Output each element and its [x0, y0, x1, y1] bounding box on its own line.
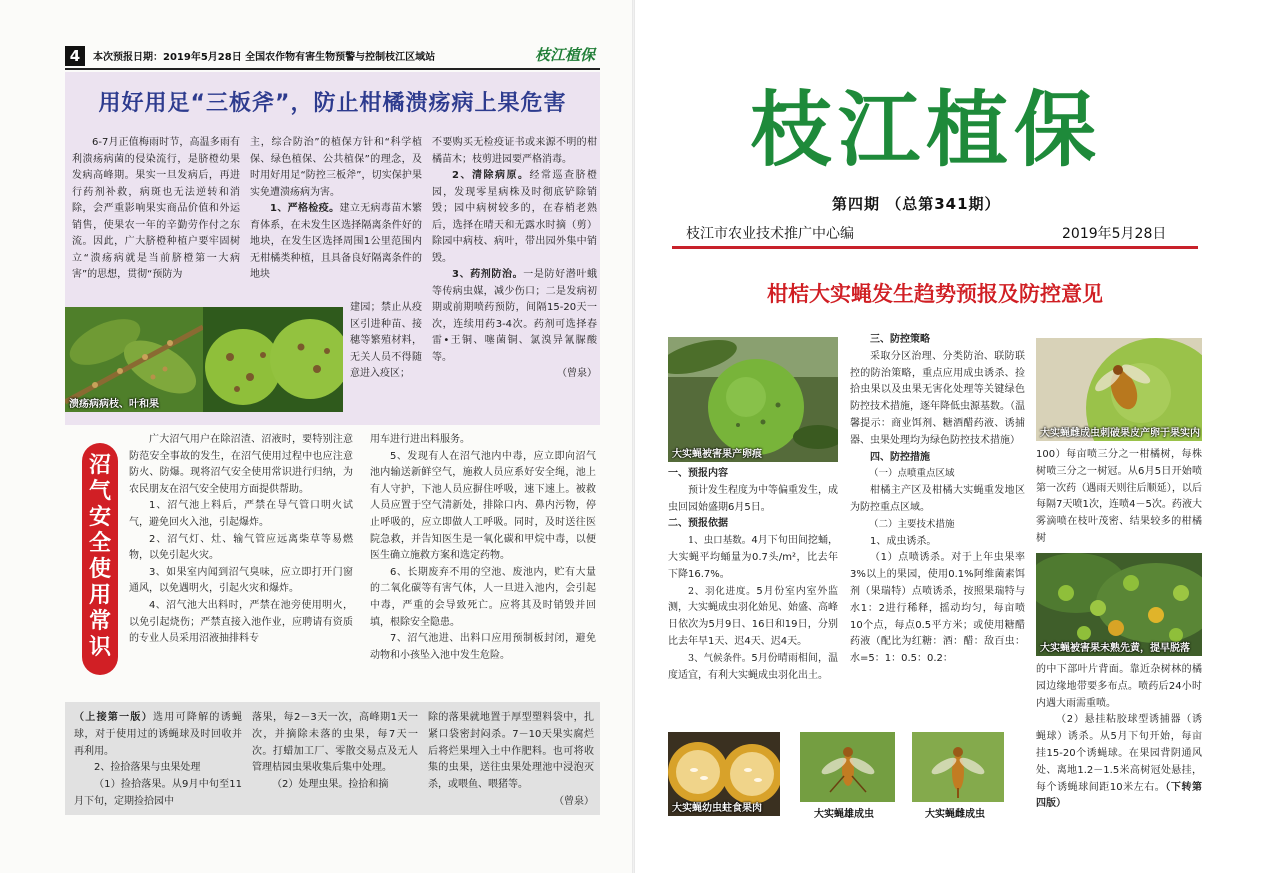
fruitfly-article-title: 柑桔大实蝇发生趋势预报及防控意见	[767, 282, 1103, 306]
female-fly-image	[912, 732, 1004, 802]
biogas-paragraph: 用车进行进出料服务。	[370, 434, 470, 445]
orange-photo-image	[668, 337, 838, 462]
page-number: 4	[65, 46, 85, 66]
biogas-paragraph: 4、沼气池大出料时，严禁在池旁使用明火，以免引起烧伤；严禁直接入池作业，应聘请有资质的专业人员采用沼液抽排料专	[129, 599, 353, 645]
fruitfly-paragraph-base	[668, 533, 838, 583]
male-fly-photo	[800, 732, 895, 802]
canker-photo	[65, 307, 343, 412]
biogas-col2	[370, 432, 596, 664]
lead-article-col2-wrap: 建园；禁止从疫区引进种苗、接穗等繁殖材料，无关人员不得随意进入疫区；	[350, 302, 422, 379]
page-fold	[632, 0, 635, 873]
lead-paragraph: 主，综合防治”的植保方针和“科学植保、绿色植保、公共植保”的理念，及时用好用足“防控三板斧”，切实保护果实免遭溃疡病为害。	[250, 137, 422, 198]
base-subheading: 1、虫口基数。	[688, 535, 752, 547]
biogas-paragraph: 1、沼气池上料后，严禁在导气管口明火试气，避免回火入池，引起爆炸。	[129, 500, 353, 528]
strategy-heading: 三、防控策略	[870, 334, 930, 345]
fruitfly-paragraph: 采取分区治理、分类防治、联防联控的防治策略，重点应用成虫诱杀、捡拾虫果以及虫果无害化处理等关键绿色防控技术措施，逐年降低虫源基数。（温馨提示：商业饵剂、糖酒醋药液、诱捕器、虫果处理均为绿色防控技术措施）	[850, 350, 1025, 446]
continued-paragraph: 除的落果就地置于厚型塑料袋中，扎紧口袋密封闷杀。7－10天果实腐烂后将烂果埋入土中作肥料。也可将收集的虫果，送往虫果处理池中浸泡灭杀，或喂鱼、喂猪等。	[428, 712, 594, 791]
larvae-photo	[668, 732, 780, 816]
biogas-col1	[129, 432, 353, 648]
fruitfly-paragraph: 预计发生程度为中等偏重发生，成虫回园始盛期6月5日。	[668, 484, 838, 513]
orange-photo	[668, 337, 838, 462]
biogas-title-char: 沼	[88, 452, 111, 478]
biogas-paragraph: 7、沼气池进、出料口应用预制板封闭，避免动物和小孩坠入池中发生危险。	[370, 633, 596, 661]
header-text: 本次预报日期：2019年5月28日 全国农作物有害生物预警与控制枝江区域站	[93, 52, 436, 63]
female-fly-caption: 大实蝇雌成虫	[925, 809, 985, 820]
lead-paragraph: 不要购买无检疫证书或来源不明的柑橘苗木；枝剪进园要严格消毒。	[432, 137, 597, 165]
biogas-paragraph: 6、长期废弃不用的空池、废池内，贮有大量的二氧化碳等有害气体，人一旦进入池内，会引起中毒，严重的会导致死亡。应将其及时销毁并回填，根除安全隐患。	[370, 566, 596, 628]
clear-heading: 2、清除病原。	[452, 170, 530, 181]
fruitfly-paragraph-eclosion	[668, 584, 838, 651]
forecast-heading: 一、预报内容	[668, 468, 728, 479]
climate-subheading: 3、气候条件。	[688, 652, 752, 664]
continued-paragraph: 2、捡拾落果与虫果处理	[94, 762, 201, 774]
lead-signature: （曾泉）	[557, 368, 597, 379]
basis-heading: 二、预报依据	[668, 518, 728, 530]
continued-signature: （曾泉）	[554, 795, 594, 807]
continued-col2	[252, 710, 418, 794]
larvae-photo-caption: 大实蝇幼虫蛀食果肉	[672, 803, 762, 814]
measure-subheading-2: （二）主要技术措施	[869, 518, 955, 530]
fly-on-fruit-caption: 大实蝇雌成虫刺破果皮产卵于果实内	[1040, 428, 1200, 439]
biogas-title-char: 识	[88, 634, 111, 660]
chemical-text: 一是防好潜叶蛾等传病虫媒，减少伤口；二是发病初期或前期喷药预防，间隔15-20天一次，连续用药3-4次。药剂可选择春雷•王铜、噻菌铜、氯溴异氰脲酸等。	[432, 269, 598, 363]
fruitfly-col2	[850, 332, 1025, 668]
lead-article-col3	[432, 135, 597, 383]
fruitfly-paragraph-climate	[668, 651, 838, 685]
biogas-title-char: 气	[88, 478, 111, 504]
continued-paragraph	[74, 710, 242, 760]
quarantine-text: 建立无病毒苗木繁育体系，在未发生区选择隔离条件好的地块，在发生区选择周围1公里范围内无柑橘类种植，且具备良好隔离条件的地块	[250, 203, 422, 280]
biogas-paragraph: 广大沼气用户在除沼渣、沼液时，要特别注意防范安全事故的发生，在沼气使用过程中也应注意防火、防爆。现将沼气安全使用常识进行归纳，为农民朋友在沼气安全使用方面提供帮助。	[129, 434, 353, 495]
clear-text: 经常巡查脐橙园，发现零星病株及时彻底铲除销毁；园中病树较多的，在春梢老熟后，选择在晴天和无露水时摘（剪）除园中病枝、病叶，带出园外集中销毁。	[432, 170, 597, 264]
male-fly-image	[800, 732, 895, 802]
tree-photo	[1036, 553, 1202, 656]
continued-paragraph: （2）处理虫果。捡拾和摘	[272, 779, 389, 791]
fruitfly-col1	[668, 466, 838, 684]
biogas-paragraph: 3、如果室内闻到沼气臭味，应立即打开门窗通风，以免遇明火，引起火灾和爆炸。	[129, 566, 353, 595]
canker-photo-caption: 溃疡病病枝、叶和果	[69, 399, 159, 410]
issue-number: 第四期 （总第341期）	[832, 195, 1001, 213]
biogas-title-char: 用	[88, 582, 111, 608]
fruitfly-paragraph-trap	[1036, 712, 1202, 813]
biogas-paragraph: 5、发现有人在沼气池内中毒，应立即向沼气池内输送新鲜空气，施救人员应系好安全绳，池上有人守护，下池人员应摒住呼吸，速下速上。被救人员应置于空气清新处，排除口内、鼻内污物，停止呼吸的，应立即做人工呼吸。同时，及时送往医院急救，并告知医生是一氧化碳和甲烷中毒，以便医生确立施救方案和选定药物。	[370, 450, 596, 562]
lead-paragraph-quarantine	[250, 201, 422, 284]
base-text: 4月下旬田间挖蛹，大实蝇平均蛹量为0.7头/m²，比去年下降16.7%。	[668, 535, 838, 580]
lead-article-col1	[72, 135, 240, 284]
fruitfly-paragraph: 1、成虫诱杀。	[870, 535, 937, 547]
header-logo: 枝江植保	[535, 46, 596, 64]
quarantine-heading: 1、严格检疫。	[270, 203, 340, 214]
editor-line: 枝江市农业技术推广中心编	[686, 226, 854, 242]
continued-note: （下转第四版）	[1036, 781, 1202, 810]
fruitfly-paragraph: 100）每亩喷三分之一柑橘树，每株树喷三分之一树冠。从6月5日开始喷第一次药（遇雨天则往后顺延），以后每隔7天喷1次，连喷4－5次。药液大雾滴喷在枝叶茂密、结果较多的柑橘树	[1036, 449, 1202, 544]
lead-paragraph: 6-7月正值梅雨时节，高温多雨有利溃疡病菌的侵染流行，是脐橙幼果发病高峰期。果实一旦发病后，再进行药剂补救，病斑也无法逆转和消除，会严重影响果实商品价值和外运销售，使果农一年的辛勤劳作付之东流。因此，广大脐橙种植户要牢固树立“溃疡病就是当前脐橙第一大病害”的思想，贯彻“预防为	[72, 137, 240, 280]
tree-photo-caption: 大实蝇被害果未熟先黄，提早脱落	[1040, 643, 1190, 654]
measures-heading: 四、防控措施	[870, 451, 930, 463]
female-fly-photo	[912, 732, 1004, 802]
continued-paragraph: （1）捡拾落果。从9月中旬至11月下旬，定期捡拾园中	[74, 779, 242, 807]
continued-lead: （上接第一版）	[74, 712, 153, 723]
male-fly-caption: 大实蝇雄成虫	[814, 809, 874, 820]
chemical-heading: 3、药剂防治。	[452, 269, 524, 280]
fruitfly-paragraph: （1）点喷诱杀。对于上年虫果率3%以上的果园，使用0.1%阿维菌素饵剂（果瑞特）点喷诱杀，按照果瑞特与水1：2进行稀释，摇动均匀，每亩喷10个点，每点0.5平方米；或使用糖醋药液（配比为红糖：酒：醋：敌百虫：水=5：1：0.5：0.2：	[850, 552, 1025, 665]
continued-col3	[428, 710, 594, 811]
fruitfly-paragraph: 的中下部叶片背面。靠近杂树林的橘园边缘地带要多布点。喷药后24小时内遇大雨需重喷。	[1036, 664, 1202, 709]
masthead-rule	[672, 246, 1198, 249]
trap-text: （2）悬挂粘胶球型诱捕器（诱蝇球）诱杀。从5月下旬开始，每亩挂15-20个诱蝇球。在果园背阴通风处、离地1.2－1.5米高树冠处悬挂，每个诱蝇球间距10米左右。	[1036, 714, 1202, 793]
lead-paragraph-clear	[432, 168, 597, 267]
publication-date: 2019年5月28日	[1062, 226, 1167, 242]
biogas-title-char: 常	[88, 608, 111, 634]
biogas-title-char: 安	[88, 504, 111, 530]
continued-col1	[74, 710, 242, 811]
biogas-title-char: 使	[88, 556, 111, 582]
eclosion-text: 5月份室内室外监测，大实蝇成虫羽化始见、始盛、高峰日依次为5月9日、16日和19日，分别比去年早1天、迟4天、迟4天。	[668, 585, 838, 647]
biogas-paragraph: 2、沼气灯、灶、输气管应远离柴草等易燃物，以免引起火灾。	[129, 533, 353, 562]
eclosion-subheading: 2、羽化进度。	[688, 585, 757, 597]
lead-article-title: 用好用足“三板斧”，防止柑橘溃疡病上果危害	[98, 91, 567, 116]
biogas-title-char: 全	[88, 530, 111, 556]
continued-lead-text: 选用可降解的诱蝇球，对于使用过的诱蝇球及时回收并再利用。	[74, 712, 242, 757]
lead-article-col2	[250, 135, 422, 284]
lead-paragraph-chemical	[432, 267, 597, 366]
fruitfly-col3-lower	[1036, 662, 1202, 813]
fruitfly-col3	[1036, 447, 1202, 548]
measure-subheading-1: （一）点喷重点区域	[869, 468, 955, 480]
masthead-title: 枝江植保	[749, 82, 1102, 178]
header-rule	[65, 68, 600, 70]
biogas-title	[82, 452, 118, 660]
orange-photo-caption: 大实蝇被害果产卵痕	[672, 449, 762, 460]
fly-on-fruit-photo	[1036, 338, 1202, 441]
climate-text: 5月份晴雨相间，温度适宜，有利大实蝇成虫羽化出土。	[668, 652, 838, 681]
continued-paragraph: 落果，每2－3天一次，高峰期1天一次，并摘除未落的虫果，每7天一次。打蜡加工厂、零散交易点及无人管理桔园虫果收集后集中处理。	[252, 712, 418, 774]
fruitfly-paragraph: 柑橘主产区及柑橘大实蝇重发地区为防控重点区域。	[850, 485, 1025, 513]
